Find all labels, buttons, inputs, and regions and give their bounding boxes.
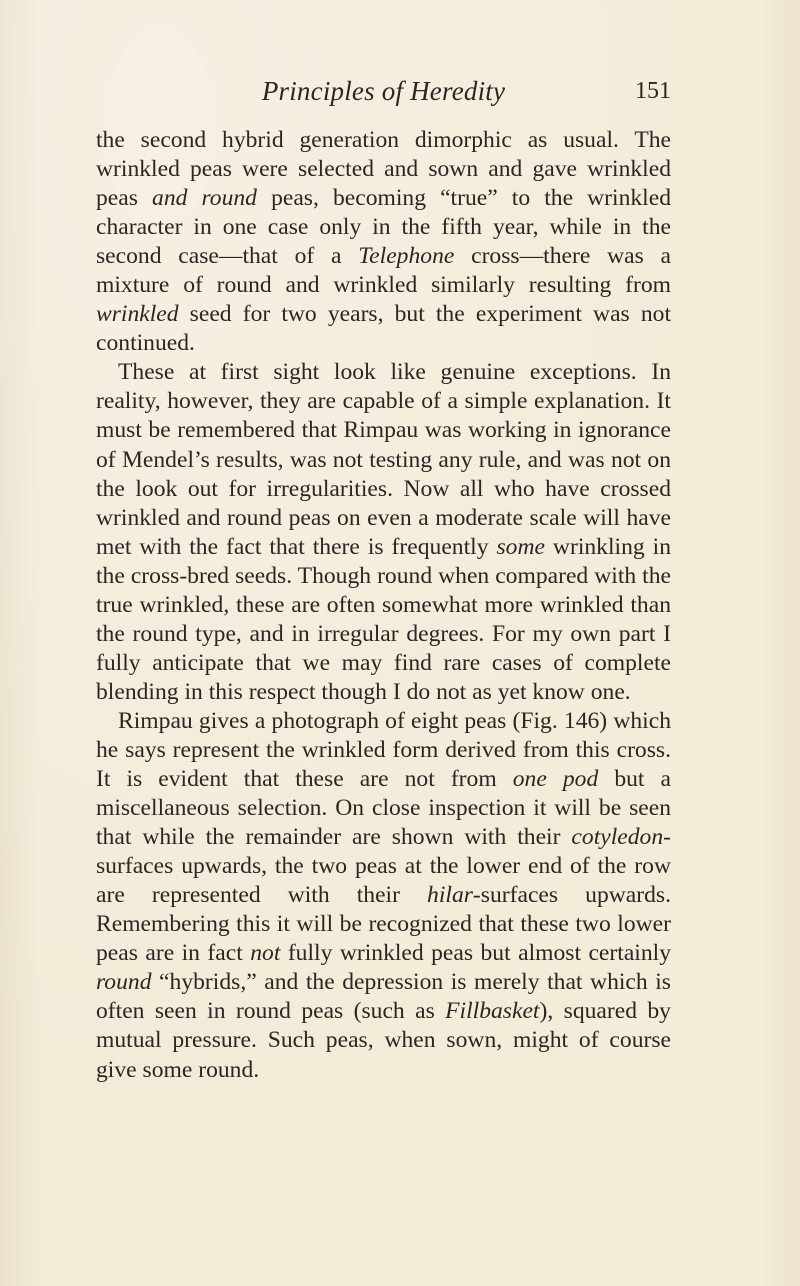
text-run: -surfaces upwards. Remembering this it will be recognized that these two lower peas are in fact	[96, 882, 671, 967]
text-run: but a miscellaneous selection. On close inspection it will be seen that while the remainder are shown with their	[96, 766, 672, 851]
text-run: fully wrinkled peas but almost certainly	[280, 940, 671, 967]
text-run: wrinkling in the cross-bred seeds. Though round when compared with the true wrinkled, these are often somewhat more wrinkled than the round type, and in irregular degrees. For my own part I fully anticipate that we may find rare cases of complete blending in this respect though I do not as yet know one.	[96, 533, 672, 705]
italic-text: some	[496, 533, 545, 560]
text-run: seed for two years, but the experiment was not continued.	[96, 301, 671, 357]
italic-text: Telephone	[358, 243, 455, 270]
paragraph-1	[96, 126, 671, 358]
italic-text: cotyledon	[571, 824, 664, 851]
text-run: peas, becoming “true” to the wrinkled character in one case only in the fifth year, while in the second case—that of a	[96, 185, 671, 270]
italic-text: wrinkled	[96, 301, 179, 328]
body-text	[96, 126, 671, 1085]
italic-text: round	[96, 969, 152, 996]
paragraph-3	[96, 707, 671, 1085]
text-run: Rimpau gives a photograph of eight peas (Fig. 146) which he says represent the wrinkled form derived from this cross. It is evident that these are not from	[96, 707, 671, 793]
text-run: the second hybrid generation dimorphic as usual. The wrinkled peas were selected and sown and gave wrinkled peas	[96, 127, 671, 212]
running-head	[96, 76, 671, 112]
running-title: Principles of Heredity	[261, 76, 506, 106]
italic-text: hilar	[427, 882, 473, 909]
text-run: ), squared by mutual pressure. Such peas, when sown, might of course give some round.	[96, 998, 671, 1083]
italic-text: not	[250, 940, 281, 967]
italic-text: Fillbasket	[445, 998, 540, 1025]
text-run: “hybrids,” and the depression is merely that which is often seen in round peas (such as	[96, 969, 671, 1025]
page-number: 151	[635, 78, 671, 104]
paragraph-2	[96, 358, 671, 707]
text-run: These at first sight look like genuine exceptions. In reality, however, they are capable of a simple explanation. It must be remembered that Rimpau was working in ignorance of Mendel’s results, was not testing any rule, and was not on the look out for irregularities. Now all who have crossed wrinkled and round peas on even a moderate scale will have met with the fact that there is frequently	[96, 359, 671, 560]
text-run: cross—there was a mixture of round and wrinkled similarly resulting from	[96, 243, 671, 299]
italic-text: one pod	[512, 766, 599, 793]
italic-text: and round	[152, 185, 257, 212]
text-run: -surfaces upwards, the two peas at the lower end of the row are represented with their	[96, 824, 671, 909]
